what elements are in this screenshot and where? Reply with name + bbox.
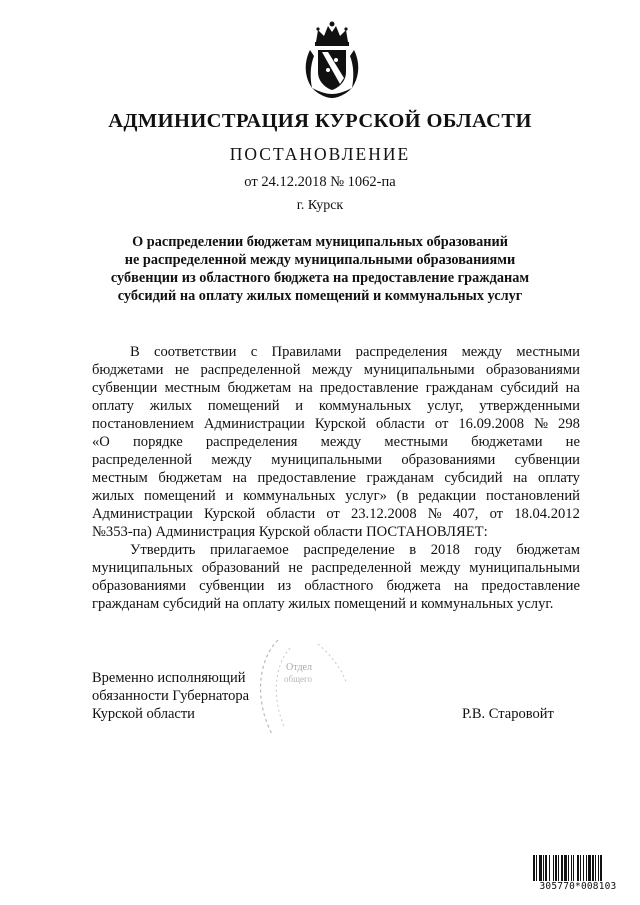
word: порядке [132, 434, 183, 450]
word: не [288, 560, 303, 576]
word: муниципальными [469, 560, 580, 576]
word: предоставление [257, 470, 356, 486]
word: гражданам [366, 470, 434, 486]
word: бюджетам [158, 470, 223, 486]
word: субсидий [444, 470, 503, 486]
subject-line: О распределении бюджетам муниципальных образований [132, 234, 508, 250]
barcode-bar [580, 855, 581, 881]
word: субвенции [199, 578, 265, 594]
word: прилагаемое [209, 542, 289, 558]
word: образованиями [401, 452, 496, 468]
document-type: ПОСТАНОВЛЕНИЕ [229, 144, 411, 164]
body-line [92, 380, 580, 397]
word: из [277, 578, 292, 594]
body-line [92, 416, 580, 433]
barcode-bar [583, 855, 584, 881]
word: местным [92, 470, 148, 486]
faint-stamp-icon [248, 630, 358, 750]
barcode-bar [573, 855, 574, 881]
barcode-bar [577, 855, 579, 881]
word: образованиями [485, 362, 580, 378]
word: 16.09.2008 [458, 416, 525, 432]
word: коммунальных [243, 488, 336, 504]
barcode-number: 305770*008103 [532, 881, 624, 892]
word: распределение [303, 542, 395, 558]
body-line [92, 560, 580, 577]
barcode-bar [545, 855, 547, 881]
word: области [376, 416, 425, 432]
word: жилых [149, 398, 193, 414]
word: оплату [537, 470, 580, 486]
word: на [454, 578, 469, 594]
subject-line: субсидий на оплату жилых помещений и коммунальных услуг [117, 288, 523, 304]
body-line [92, 452, 580, 469]
document-city: г. Курск [296, 198, 344, 213]
word: редакции [418, 488, 477, 504]
body-line: гражданам субсидий на оплату жилых помещений и коммунальных услуг. [92, 596, 554, 612]
barcode-bar [600, 855, 602, 881]
barcode-bar [539, 855, 542, 881]
word: области [266, 506, 316, 522]
signer-position-line: Временно исполняющий [92, 670, 246, 686]
word: году [474, 542, 502, 558]
word: между [420, 560, 461, 576]
body-line [92, 470, 580, 487]
body-line [92, 398, 580, 415]
body-line [92, 506, 580, 523]
word: Правилами [271, 344, 342, 360]
barcode-bar [558, 855, 559, 881]
barcode-bar [592, 855, 594, 881]
word: предоставление [319, 380, 419, 396]
word: распределенной [92, 452, 193, 468]
word: распределения [205, 434, 298, 450]
barcode-bar [549, 855, 550, 881]
barcode-bar [555, 855, 557, 881]
word: услуг, [427, 398, 464, 414]
word: (в [396, 488, 409, 504]
stamp-text: Отдел [286, 662, 312, 673]
word: муниципальных [92, 560, 194, 576]
word: субсидий [500, 380, 559, 396]
barcode-bar [588, 855, 591, 881]
coat-of-arms-icon [300, 20, 364, 100]
word: бюджетам [516, 542, 580, 558]
barcode-bar [564, 855, 567, 881]
word: муниципальными [271, 452, 382, 468]
word: услуг» [345, 488, 387, 504]
word: Курской [314, 416, 366, 432]
word: помещений [207, 398, 280, 414]
word: бюджетам [227, 380, 292, 396]
subject-line: не распределенной между муниципальными образованиями [124, 252, 516, 268]
word: местными [516, 344, 580, 360]
word: «О [92, 434, 110, 450]
word: не [565, 434, 580, 450]
word: жилых [92, 488, 135, 504]
word: коммунальных [318, 398, 412, 414]
body-line [92, 434, 580, 451]
word: на [232, 470, 247, 486]
word: между [461, 344, 503, 360]
word: соответствии [154, 344, 237, 360]
body-line [92, 488, 580, 505]
barcode-bar [543, 855, 544, 881]
word: областного [304, 578, 374, 594]
body-line [92, 362, 580, 379]
word: и [225, 488, 234, 504]
word: местными [384, 434, 448, 450]
signer-name: Р.В. Старовойт [462, 706, 554, 722]
word: в [409, 542, 417, 558]
barcode-bar [533, 855, 535, 881]
barcode-bar [568, 855, 569, 881]
word: бюджетами [92, 362, 164, 378]
word: субвенции [514, 452, 580, 468]
stamp-text: общего [284, 674, 312, 684]
word: Администрации [92, 506, 193, 522]
word: оплату [92, 398, 134, 414]
word: распределения [355, 344, 448, 360]
word: постановлением [92, 416, 194, 432]
subject-line: субвенции из областного бюджета на предоставление гражданам [110, 270, 530, 286]
word: помещений [144, 488, 216, 504]
signer-position-line: Курской области [92, 706, 195, 722]
barcode-bar [586, 855, 587, 881]
barcode-bar [536, 855, 537, 881]
word: 18.04.2012 [514, 506, 580, 522]
body-line: №353-па) Администрация Курской области ПОСТАНОВЛЯЕТ: [92, 524, 488, 540]
word: местным [164, 380, 221, 396]
signer-position-line: обязанности Губернатора [92, 688, 250, 704]
word: Курской [204, 506, 256, 522]
word: гражданам [425, 380, 494, 396]
barcode-bar [561, 855, 563, 881]
body-line [130, 542, 580, 559]
word: предоставление [481, 578, 580, 594]
word: от [489, 506, 504, 522]
word: постановлений [485, 488, 580, 504]
word: бюджета [386, 578, 441, 594]
word: 2018 [430, 542, 460, 558]
word: от [326, 506, 340, 522]
word: Администрации [203, 416, 305, 432]
body-line [92, 578, 580, 595]
word: Утвердить [130, 542, 196, 558]
barcode-bar [598, 855, 599, 881]
word: распределенной [311, 560, 412, 576]
word: 298 [558, 416, 580, 432]
word: муниципальными [363, 362, 475, 378]
word: образований [201, 560, 280, 576]
word: В [130, 344, 140, 360]
word: 407, [452, 506, 479, 522]
word: между [311, 362, 353, 378]
word: и [295, 398, 304, 414]
word: с [250, 344, 258, 360]
word: субвенции [92, 380, 158, 396]
word: № [534, 416, 549, 432]
word: утвержденными [479, 398, 580, 414]
word: между [211, 452, 252, 468]
word: на [565, 380, 580, 396]
barcode-bar [571, 855, 572, 881]
barcode-bar [595, 855, 596, 881]
word: между [320, 434, 362, 450]
word: не [174, 362, 190, 378]
word: на [513, 470, 528, 486]
word: от [434, 416, 449, 432]
document-date-number: от 24.12.2018 № 1062-па [244, 174, 396, 190]
word: образованиями [92, 578, 187, 594]
word: на [298, 380, 313, 396]
body-line [130, 344, 580, 361]
word: № [427, 506, 442, 522]
organization-title: АДМИНИСТРАЦИЯ КУРСКОЙ ОБЛАСТИ [108, 110, 532, 132]
barcode-bar [553, 855, 554, 881]
word: бюджетами [471, 434, 543, 450]
word: 23.12.2008 [350, 506, 417, 522]
word: распределенной [200, 362, 301, 378]
